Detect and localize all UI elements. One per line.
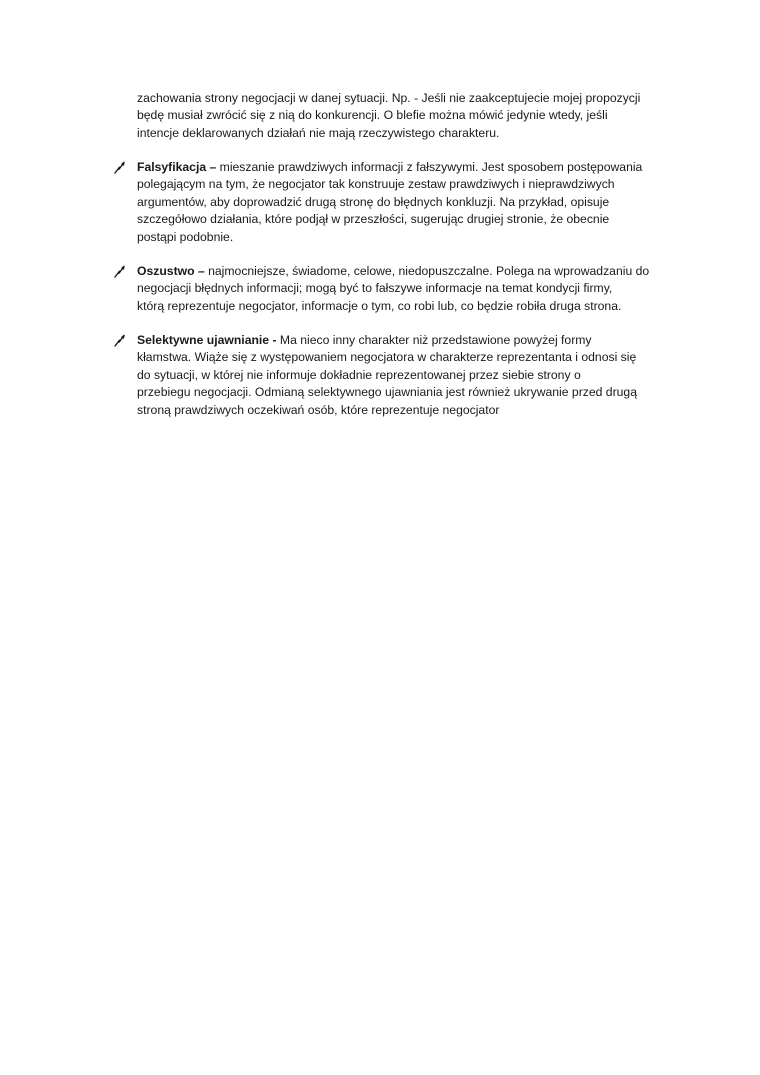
item-line: polegającym na tym, że negocjator tak konstruuje zestaw prawdziwych i nieprawdziwych	[137, 177, 615, 192]
item-line: do sytuacji, w której nie informuje dokładnie reprezentowanej przez siebie strony o	[137, 367, 581, 382]
item-line: szczegółowo działania, które podjął w przeszłości, sugerując drugiej stronie, że obecnie	[137, 212, 610, 227]
intro-line: intencje deklarowanych działań nie mają rzeczywistego charakteru.	[137, 125, 500, 140]
bullet-item-oszustwo	[137, 263, 682, 315]
item-term: Selektywne ujawnianie -	[137, 333, 277, 347]
item-text: mieszanie prawdziwych informacji z fałszywymi. Jest sposobem postępowania	[216, 160, 643, 174]
item-line: postąpi podobnie.	[137, 229, 234, 244]
item-text: najmocniejsze, świadome, celowe, niedopuszczalne. Polega na wprowadzaniu do	[204, 264, 650, 278]
item-line: negocjacji błędnych informacji; mogą być to fałszywe informacje na temat kondycji firmy,	[137, 281, 613, 296]
bullet-item-selektywne-ujawnianie	[137, 332, 682, 419]
item-line: przebiegu negocjacji. Odmianą selektywnego ujawniania jest również ukrywanie przed drugą	[137, 385, 637, 400]
lightning-bolt-icon	[113, 334, 127, 348]
bullet-item-falsyfikacja	[137, 159, 682, 246]
lightning-bolt-icon	[113, 265, 127, 279]
item-line: kłamstwa. Wiąże się z występowaniem negocjatora w charakterze reprezentanta i odnosi się	[137, 350, 637, 365]
item-term: Oszustwo –	[137, 264, 205, 278]
item-line: którą reprezentuje negocjator, informacje o tym, co robi lub, co będzie robiła druga strona.	[137, 298, 622, 313]
item-text: Ma nieco inny charakter niż przedstawione powyżej formy	[276, 333, 592, 347]
lightning-bolt-icon	[113, 161, 127, 175]
intro-paragraph	[137, 90, 682, 142]
intro-line: będę musiał zwrócić się z nią do konkurencji. O blefie można mówić jedynie wtedy, jeśli	[137, 108, 608, 123]
item-line: argumentów, aby doprowadzić drugą stronę do błędnych konkluzji. Na przykład, opisuje	[137, 194, 610, 209]
item-line: stroną prawdziwych oczekiwań osób, które reprezentuje negocjator	[137, 402, 500, 417]
item-term: Falsyfikacja –	[137, 160, 217, 174]
intro-line: zachowania strony negocjacji w danej sytuacji. Np. - Jeśli nie zaakceptujecie mojej propozycji	[137, 91, 641, 105]
